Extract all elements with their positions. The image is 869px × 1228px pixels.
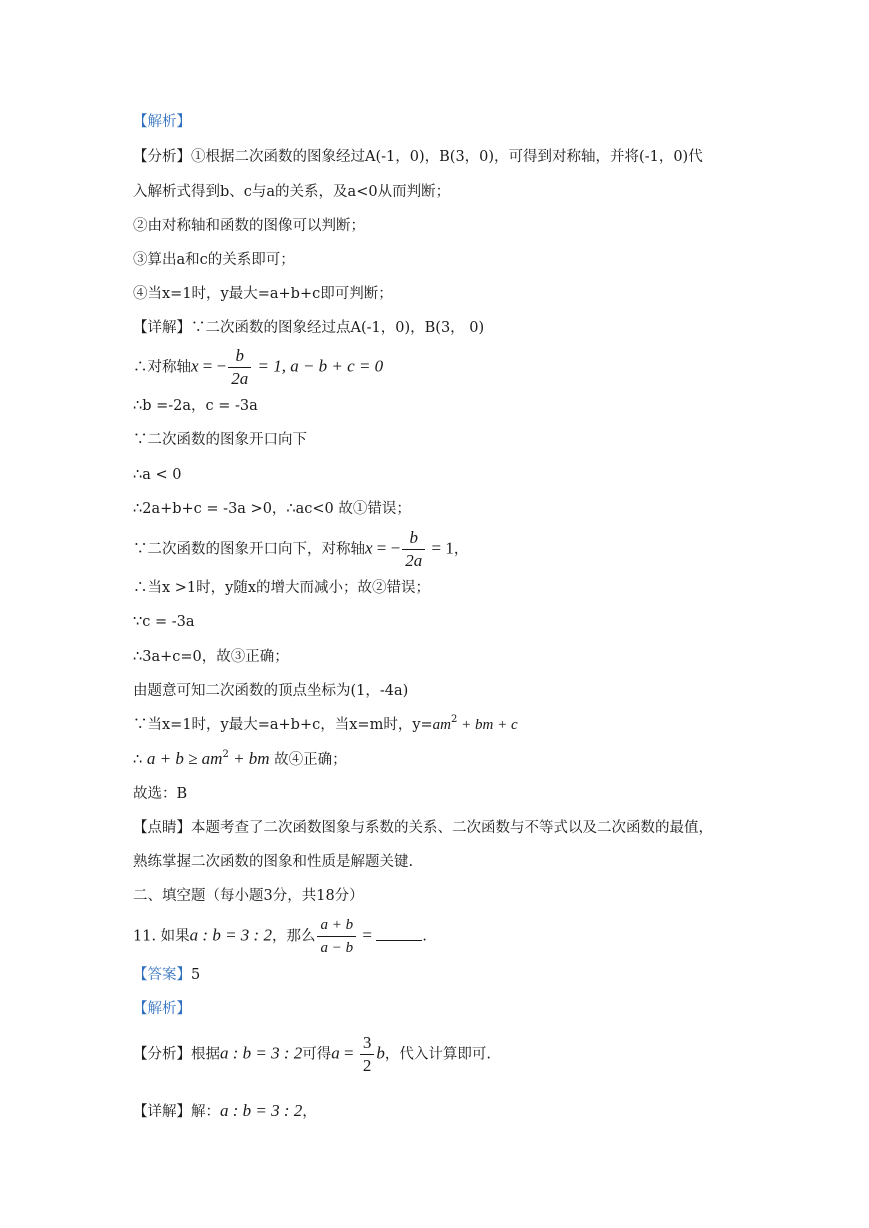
symmetry-axis-formula	[133, 346, 383, 389]
line13-prefix: ∴	[133, 752, 147, 768]
xiangjie-line-10: ∴3a+c=0，故③正确；	[133, 649, 289, 665]
xiangjie-line-5: ∴a < 0	[133, 467, 182, 483]
q11-ratio: a : b = 3 : 2	[189, 925, 272, 945]
xiangjie-line-8: ∴当x >1时，y随x的增大而减小；故②错误；	[133, 580, 431, 596]
q11-end: .	[422, 928, 427, 945]
xiangjie-line-6: ∴2a+b+c = -3a >0，∴ac<0 故①错误；	[133, 501, 411, 517]
answer-value: 5	[191, 967, 201, 983]
answer-label: 【答案】	[133, 967, 191, 983]
fenxi-label: 【分析】	[133, 149, 191, 165]
fenxi2-mid: 可得	[302, 1046, 332, 1063]
fraction2-numerator: b	[402, 528, 425, 550]
step-2: ②由对称轴和函数的图像可以判断；	[133, 218, 365, 234]
q11-fraction	[317, 915, 356, 958]
formula2-tail: = 1	[427, 538, 454, 558]
xiangjie2-line	[133, 1101, 317, 1122]
fenxi2-fraction-denominator: 2	[362, 1056, 372, 1075]
formula2-x: x	[365, 538, 373, 558]
xiangjie-line-1	[133, 318, 484, 338]
xiangjie-choice: 故选：B	[133, 786, 188, 802]
xiangjie2-prefix: 解：	[191, 1104, 220, 1120]
q11-eq: =	[358, 925, 377, 945]
line12-prefix: ∵当x=1时，y最大=a+b+c，当x=m时，y=	[133, 717, 433, 733]
analysis-heading-2: 【解析】	[133, 1001, 191, 1017]
fenxi2-prefix: 根据	[191, 1046, 220, 1063]
fenxi2-end: ，代入计算即可.	[384, 1046, 491, 1063]
formula-tail: = 1, a − b + c = 0	[253, 356, 384, 376]
fenxi-line-2: 入解析式得到b、c与a的关系，及a<0从而判断；	[133, 184, 451, 200]
line12-tail: + bm + c	[457, 717, 518, 733]
formula-prefix: ∴对称轴	[133, 359, 191, 376]
formula2-eq: = −	[372, 538, 401, 558]
fraction-b-over-2a	[228, 346, 251, 389]
line13-math: a + b ≥ am	[146, 749, 223, 768]
xiangjie-text-1: ∵二次函数的图象经过点A(-1，0)，B(3， 0)	[191, 320, 485, 336]
xiangjie2-end: ，	[302, 1104, 317, 1120]
fenxi2-fraction	[360, 1033, 375, 1076]
xiangjie-line-12	[133, 715, 518, 735]
section-title: 二、填空题（每小题3分，共18分）	[133, 888, 364, 904]
line12-sup: 2	[451, 714, 458, 725]
line12-math: am	[432, 717, 452, 733]
q11-mid: ，那么	[271, 928, 316, 945]
formula-eq: = −	[198, 356, 227, 376]
xiangjie2-ratio: a : b = 3 : 2	[220, 1101, 303, 1120]
symmetry-axis-formula-2	[133, 528, 468, 571]
xiangjie-line-11: 由题意可知二次函数的顶点坐标为(1，-4a)	[133, 683, 409, 699]
question-11	[133, 915, 427, 958]
fraction2-denominator: 2a	[405, 551, 423, 570]
fenxi2-line	[133, 1033, 491, 1076]
fenxi2-eq: =	[339, 1043, 358, 1063]
xiangjie-label: 【详解】	[133, 320, 191, 336]
step-4: ④当x=1时，y最大=a+b+c即可判断；	[133, 286, 393, 302]
fenxi2-ratio: a : b = 3 : 2	[220, 1043, 303, 1063]
fraction-denominator: 2a	[231, 369, 249, 388]
xiangjie-line-9: ∵c = -3a	[133, 614, 195, 630]
xiangjie2-label: 【详解】	[133, 1104, 191, 1120]
fenxi2-var: b	[376, 1043, 385, 1063]
xiangjie-line-13	[133, 749, 347, 770]
dianjing-text-1: 本题考查了二次函数图象与系数的关系、二次函数与不等式以及二次函数的最值，	[191, 820, 713, 836]
q11-fraction-denominator: a − b	[320, 940, 354, 956]
fraction2-b-over-2a	[402, 528, 425, 571]
line13-sup: 2	[222, 749, 229, 760]
fenxi-line-1	[133, 147, 703, 167]
fenxi2-label: 【分析】	[133, 1046, 191, 1063]
dianjing-label: 【点睛】	[133, 820, 191, 836]
fenxi2-fraction-numerator: 3	[360, 1033, 375, 1055]
fenxi-text-1: ①根据二次函数的图象经过A(-1，0)，B(3，0)，可得到对称轴，并将(-1，0)代	[191, 149, 703, 165]
q11-prefix: 11. 如果	[133, 928, 190, 945]
answer-blank	[376, 928, 422, 941]
formula-x: x	[191, 356, 199, 376]
fenxi2-lhs: a	[331, 1043, 340, 1063]
dianjing-line-2: 熟练掌握二次函数的图象和性质是解题关键.	[133, 854, 414, 870]
formula2-prefix: ∵二次函数的图象开口向下，对称轴	[133, 541, 365, 558]
xiangjie-line-3: ∴b =-2a，c = -3a	[133, 398, 258, 414]
analysis-heading: 【解析】	[133, 114, 191, 130]
q11-fraction-numerator: a + b	[317, 915, 356, 937]
dianjing-line-1	[133, 818, 713, 838]
step-3: ③算出a和c的关系即可；	[133, 252, 295, 268]
line13-tail: + bm	[228, 749, 270, 768]
answer-line	[133, 965, 200, 985]
line13-end: 故④正确；	[269, 752, 347, 768]
fraction-numerator: b	[228, 346, 251, 368]
xiangjie-line-4: ∵二次函数的图象开口向下	[133, 432, 307, 448]
formula2-end: ，	[453, 541, 469, 558]
